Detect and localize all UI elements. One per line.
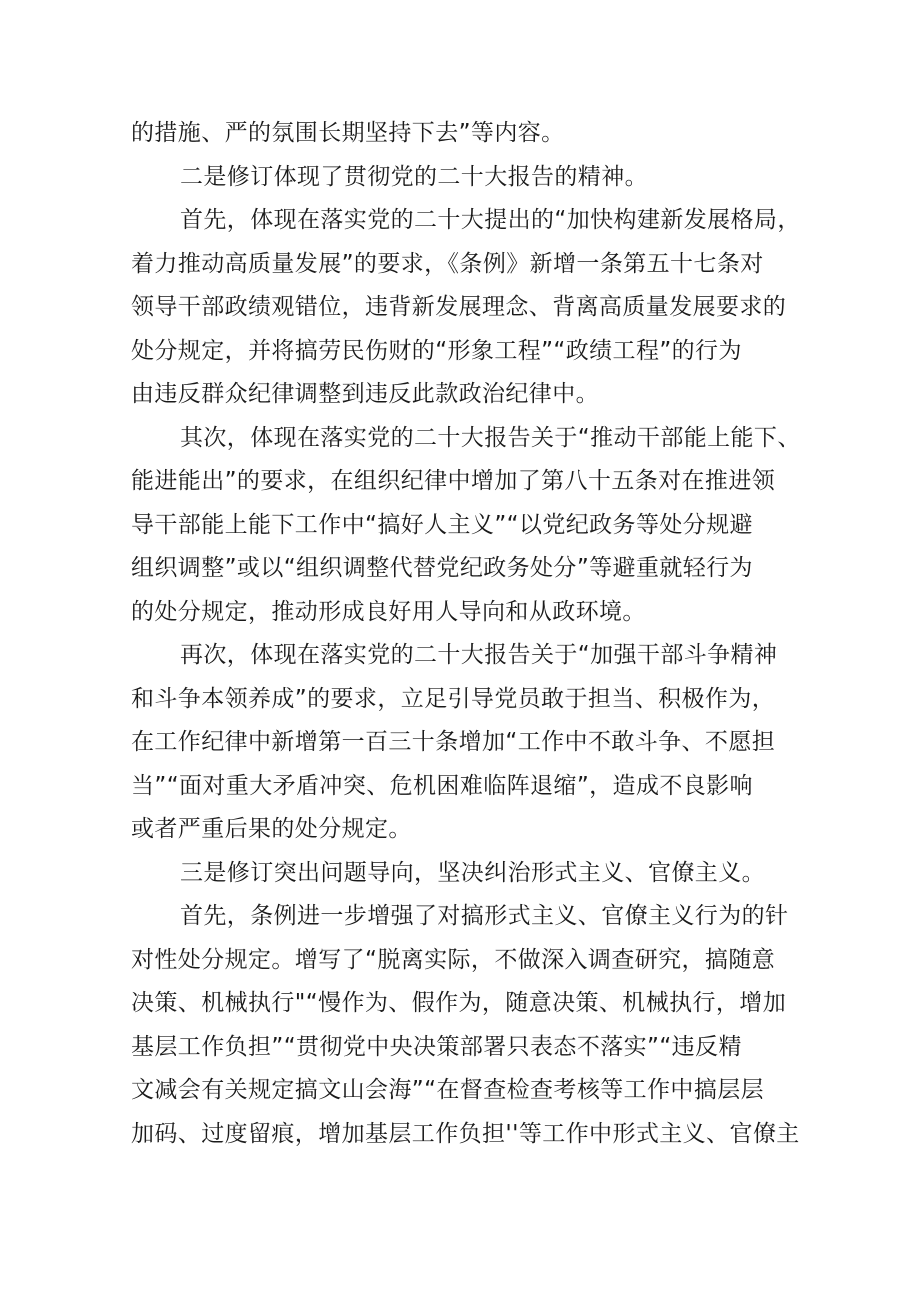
text-line: 在工作纪律中新增第一百三十条增加“工作中不敢斗争、不愿担 xyxy=(131,729,776,755)
text-line: 文减会有关规定搞文山会海”“在督查检查考核等工作中搞层层 xyxy=(131,1077,765,1103)
text-line: 决策、机械执行"“慢作为、假作为，随意决策、机械执行，增加 xyxy=(131,990,787,1016)
paragraph-first-line: 再次，体现在落实党的二十大报告关于“加强干部斗争精神 xyxy=(180,642,778,668)
text-line: 和斗争本领养成”的要求，立足引导党员敢于担当、积极作为， xyxy=(131,685,776,712)
text-line: 能进能出”的要求，在组织纪律中增加了第八十五条对在推进领 xyxy=(131,468,776,494)
text-line: 当”“面对重大矛盾冲突、危机困难临阵退缩”，造成不良影响 xyxy=(131,772,753,799)
paragraph-first-line: 二是修订体现了贯彻党的二十大报告的精神。 xyxy=(180,163,648,190)
text-line: 领导干部政绩观错位，违背新发展理念、背离高质量发展要求的 xyxy=(131,294,787,320)
paragraph-first-line: 首先，体现在落实党的二十大提出的“加快构建新发展格局， xyxy=(180,207,801,233)
text-line: 对性处分规定。增写了“脱离实际，不做深入调查研究，搞随意 xyxy=(131,946,776,973)
paragraph-first-line: 三是修订突出问题导向，坚决纠治形式主义、官僚主义。 xyxy=(180,859,765,886)
paragraph-first-line: 其次，体现在落实党的二十大报告关于“推动干部能上能下、 xyxy=(180,424,801,451)
text-line: 或者严重后果的处分规定。 xyxy=(131,816,412,842)
text-line: 组织调整”或以“组织调整代替党纪政务处分”等避重就轻行为 xyxy=(131,555,753,581)
text-line: 由违反群众纪律调整到违反此款政治纪律中。 xyxy=(131,381,599,407)
text-line: 的措施、严的氛围长期坚持下去”等内容。 xyxy=(131,120,565,146)
text-line: 导干部能上能下工作中“搞好人主义”“以党纪政务等处分规避 xyxy=(131,511,753,538)
paragraph-first-line: 首先，条例进一步增强了对搞形式主义、官僚主义行为的针 xyxy=(180,903,789,929)
text-line: 加码、过度留痕，增加基层工作负担''等工作中形式主义、官僚主 xyxy=(131,1120,800,1147)
text-line: 基层工作负担”“贯彻党中央决策部署只表态不落实”“违反精 xyxy=(131,1033,742,1060)
text-line: 着力推动高质量发展”的要求，《条例》新增一条第五十七条对 xyxy=(131,250,764,277)
text-line: 处分规定，并将搞劳民伤财的“形象工程”“政绩工程”的行为 xyxy=(131,337,742,364)
body-text xyxy=(131,112,811,1156)
text-line: 的处分规定，推动形成良好用人导向和从政环境。 xyxy=(131,598,646,625)
